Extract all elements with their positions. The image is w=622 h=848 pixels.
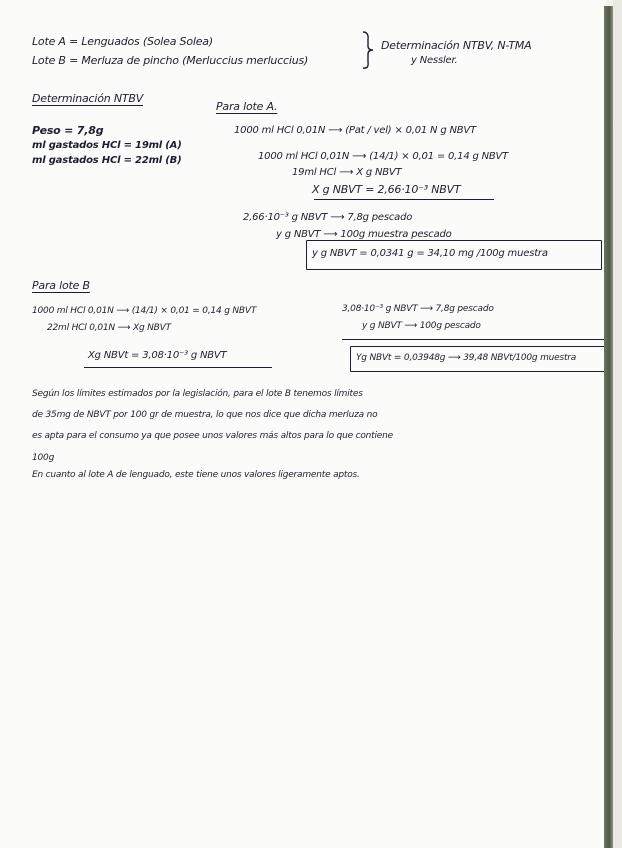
lote-b-top-rule (342, 339, 604, 340)
left-title: Determinación NTBV (32, 92, 144, 105)
lote-a-line-1: 1000 ml HCl 0,01N ⟶ (Pat / vel) × 0,01 N g NBVT (234, 125, 476, 136)
conclusion-line-5: En cuanto al lote A de lenguado, este tiene unos valores ligeramente aptos. (32, 470, 360, 480)
brace-icon (360, 30, 376, 70)
lote-a-title: Para lote A. (216, 100, 278, 113)
lote-b-title: Para lote B (32, 279, 90, 292)
header-lote-b: Lote B = Merluza de pincho (Merluccius merluccius) (32, 54, 309, 67)
conclusion-line-2: de 35mg de NBVT por 100 gr de muestra, lo que nos dice que dicha merluza no (32, 410, 378, 420)
lote-a-line-6: y g NBVT ⟶ 100g muestra pescado (276, 229, 452, 240)
lote-a-result: y g NBVT = 0,0341 g = 34,10 mg /100g muestra (312, 248, 548, 259)
peso-value: Peso = 7,8g (32, 124, 104, 137)
lote-b-right-2: y g NBVT ⟶ 100g pescado (362, 321, 481, 331)
lote-a-line-5: 2,66·10⁻³ g NBVT ⟶ 7,8g pescado (243, 212, 413, 223)
conclusion-line-4: 100g (32, 453, 55, 463)
lote-b-underline (84, 367, 272, 368)
background-strip (613, 0, 622, 848)
header-lote-a: Lote A = Lenguados (Solea Solea) (32, 35, 213, 48)
header-method: Determinación NTBV, N-TMA (381, 39, 532, 52)
page-binding-edge (604, 6, 613, 848)
header-method-2: y Nessler. (411, 55, 458, 66)
lote-b-result: Yg NBVt = 0,03948g ⟶ 39,48 NBVt/100g muestra (356, 353, 577, 363)
ml-gastados-a: ml gastados HCl = 19ml (A) (32, 140, 182, 151)
lote-a-line-4: X g NBVT = 2,66·10⁻³ NBVT (312, 183, 461, 196)
lote-b-line-2: 22ml HCl 0,01N ⟶ Xg NBVT (47, 323, 171, 333)
lote-a-underline (314, 199, 494, 200)
conclusion-line-3: es apta para el consumo ya que posee unos valores más altos para lo que contiene (32, 431, 393, 441)
lote-b-right-1: 3,08·10⁻³ g NBVT ⟶ 7,8g pescado (342, 304, 494, 314)
lote-a-line-2: 1000 ml HCl 0,01N ⟶ (14/1) × 0,01 = 0,14 g NBVT (258, 151, 509, 162)
lote-b-line-1: 1000 ml HCl 0,01N ⟶ (14/1) × 0,01 = 0,14 g NBVT (32, 306, 257, 316)
conclusion-line-1: Según los límites estimados por la legislación, para el lote B tenemos límites (32, 389, 363, 399)
lote-a-line-3: 19ml HCl ⟶ X g NBVT (292, 167, 402, 178)
lote-b-line-3: Xg NBVt = 3,08·10⁻³ g NBVT (88, 350, 227, 361)
ml-gastados-b: ml gastados HCl = 22ml (B) (32, 155, 182, 166)
